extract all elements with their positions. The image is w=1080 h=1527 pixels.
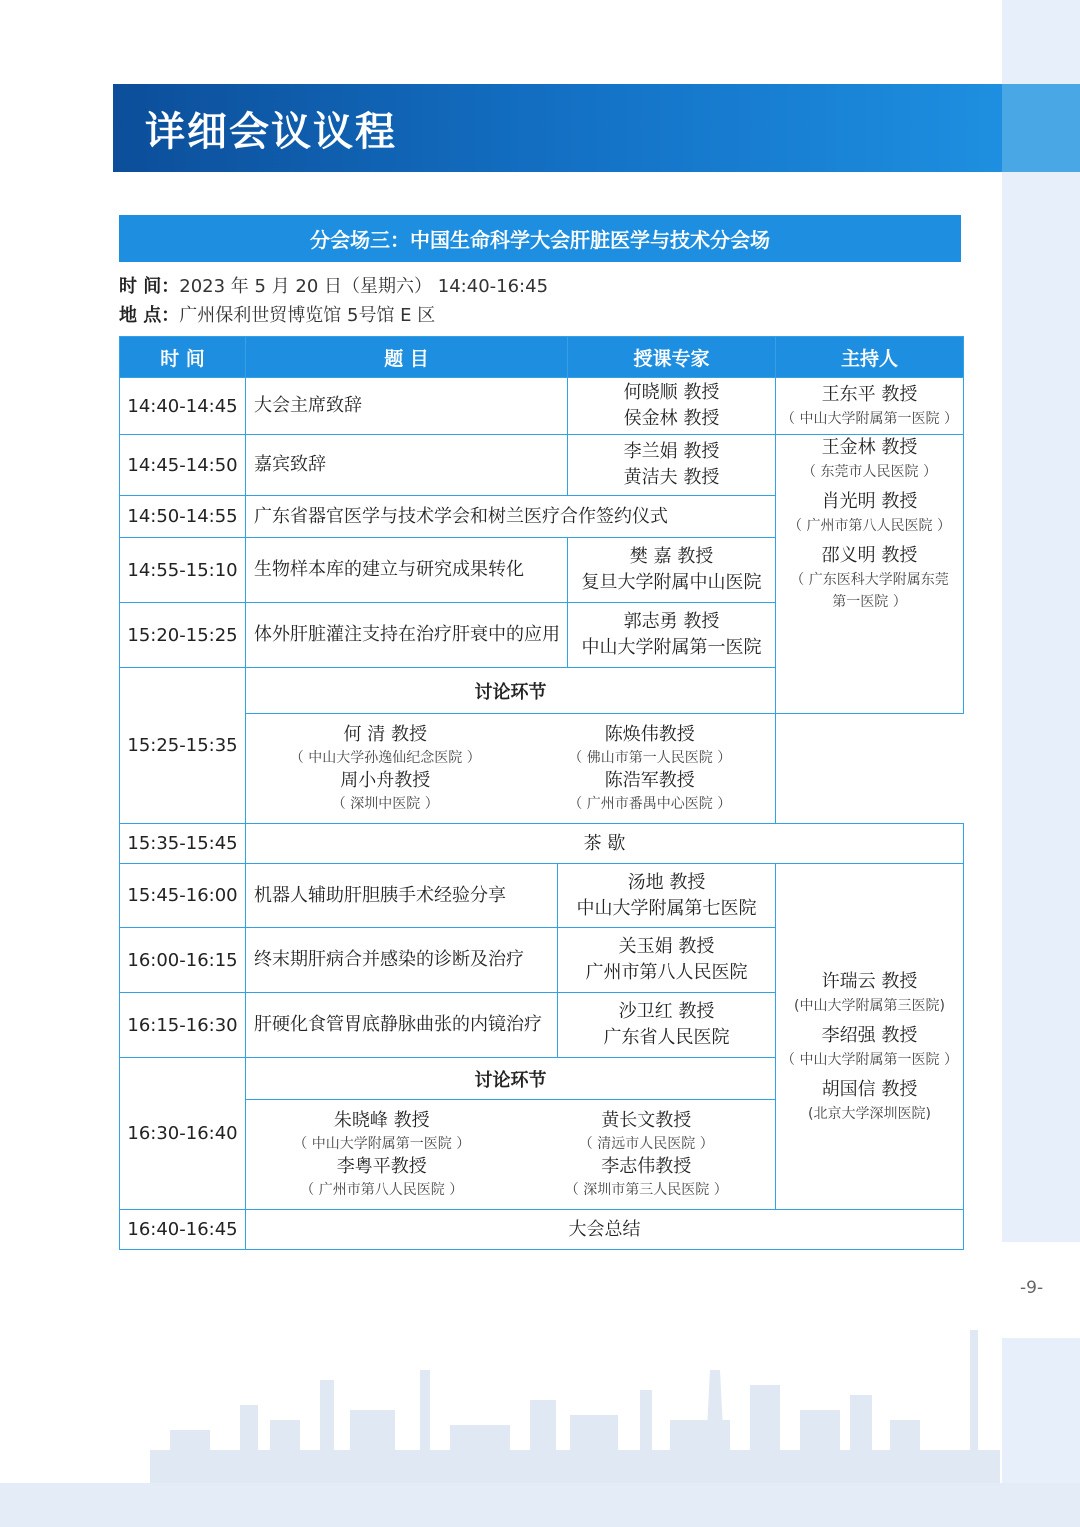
row-expert xyxy=(568,603,776,668)
expert-line: 沙卫红 教授 xyxy=(618,1001,715,1022)
place-info xyxy=(119,301,435,327)
discussion-panel-row xyxy=(120,714,964,824)
row-topic: 广东省器官医学与技术学会和树兰医疗合作签约仪式 xyxy=(246,496,776,538)
panelist-hospital: （ 中山大学孙逸仙纪念医院 ） xyxy=(289,749,481,766)
panelist-name: 李粤平教授 xyxy=(336,1155,427,1177)
panelist-hospital: （ 中山大学附属第一医院 ） xyxy=(293,1135,471,1152)
session-title: 分会场三：中国生命科学大会肝脏医学与技术分会场 xyxy=(310,228,770,252)
discussion-label: 讨论环节 xyxy=(246,1058,776,1100)
host-name: 王金林 教授 xyxy=(821,437,918,458)
panelist-hospital: （ 深圳中医院 ） xyxy=(331,795,439,812)
panelist-name: 周小舟教授 xyxy=(340,769,431,791)
place-label: 地 点： xyxy=(119,305,180,326)
row-topic: 体外肝脏灌注支持在治疗肝衰中的应用 xyxy=(246,603,568,668)
row-time: 14:40-14:45 xyxy=(120,378,246,435)
host-name: 肖光明 教授 xyxy=(821,491,918,512)
host-cell-group2 xyxy=(776,435,964,714)
host-name: 李绍强 教授 xyxy=(821,1024,918,1046)
row-time: 14:55-15:10 xyxy=(120,538,246,603)
host-hospital: (北京大学深圳医院) xyxy=(808,1105,931,1122)
panelist-hospital: （ 广州市第八人民医院 ） xyxy=(300,1181,464,1198)
host-hospital: （ 广州市第八人民医院 ） xyxy=(788,518,951,534)
page-banner xyxy=(113,84,1002,172)
panelist-hospital: （ 清远市人民医院 ） xyxy=(578,1135,714,1152)
panelist-hospital: （ 广州市番禺中心医院 ） xyxy=(568,795,732,812)
panelist-name: 何 清 教授 xyxy=(343,723,427,745)
header-topic: 题 目 xyxy=(246,337,568,378)
row-expert xyxy=(558,928,776,993)
row-time: 14:45-14:50 xyxy=(120,435,246,496)
panelist-name: 李志伟教授 xyxy=(601,1155,692,1177)
row-time: 16:15-16:30 xyxy=(120,993,246,1058)
expert-line: 复旦大学附属中山医院 xyxy=(581,572,762,593)
page-title: 详细会议议程 xyxy=(145,109,397,155)
page-number: -9- xyxy=(1020,1278,1044,1298)
expert-line: 侯金林 教授 xyxy=(623,408,720,429)
row-time: 15:25-15:35 xyxy=(120,668,246,824)
expert-line: 黄洁夫 教授 xyxy=(623,467,720,488)
row-topic: 终末期肝病合并感染的诊断及治疗 xyxy=(246,928,558,993)
header-time: 时 间 xyxy=(120,337,246,378)
panel-column xyxy=(565,1109,728,1201)
row-topic: 茶 歇 xyxy=(246,824,964,864)
side-accent-bar xyxy=(1002,84,1080,172)
session-title-bar xyxy=(119,215,961,262)
expert-line: 郭志勇 教授 xyxy=(623,611,720,632)
expert-line: 广东省人民医院 xyxy=(603,1027,730,1048)
expert-line: 中山大学附属第七医院 xyxy=(576,897,757,919)
header-host: 主持人 xyxy=(776,337,964,378)
panel-column xyxy=(290,723,481,815)
row-topic: 大会总结 xyxy=(246,1210,964,1250)
expert-line: 何晓顺 教授 xyxy=(623,382,720,403)
panelist-hospital: （ 深圳市第三人民医院 ） xyxy=(564,1181,728,1198)
table-row xyxy=(120,1210,964,1250)
time-value: 2023 年 5 月 20 日（星期六） 14:40-16:45 xyxy=(179,276,549,297)
table-row xyxy=(120,824,964,864)
panelist-name: 朱晓峰 教授 xyxy=(333,1109,430,1131)
table-row xyxy=(120,435,964,496)
bottom-band xyxy=(0,1483,1080,1527)
row-expert xyxy=(568,538,776,603)
host-name: 王东平 教授 xyxy=(821,384,918,405)
row-time: 16:30-16:40 xyxy=(120,1058,246,1210)
host-name: 邵义明 教授 xyxy=(821,545,918,566)
row-topic: 大会主席致辞 xyxy=(246,378,568,435)
host-name: 许瑞云 教授 xyxy=(821,970,918,992)
expert-line: 广州市第八人民医院 xyxy=(585,962,748,983)
panelist-name: 黄长文教授 xyxy=(601,1109,692,1131)
expert-line: 关玉娟 教授 xyxy=(618,936,715,957)
discussion-panel xyxy=(246,1100,776,1210)
expert-line: 中山大学附属第一医院 xyxy=(581,637,762,658)
panelist-name: 陈浩军教授 xyxy=(604,769,695,791)
row-time: 16:40-16:45 xyxy=(120,1210,246,1250)
row-topic: 嘉宾致辞 xyxy=(246,435,568,496)
table-row xyxy=(120,864,964,928)
host-hospital: （ 中山大学附属第一医院 ） xyxy=(781,1051,958,1068)
host-name: 胡国信 教授 xyxy=(821,1078,918,1100)
panelist-name: 陈焕伟教授 xyxy=(604,723,695,745)
discussion-label: 讨论环节 xyxy=(246,668,776,714)
row-time: 15:35-15:45 xyxy=(120,824,246,864)
header-expert: 授课专家 xyxy=(568,337,776,378)
expert-line: 李兰娟 教授 xyxy=(623,441,720,462)
city-skyline-illustration xyxy=(150,1310,1000,1485)
row-time: 16:00-16:15 xyxy=(120,928,246,993)
discussion-panel xyxy=(246,714,776,824)
panelist-hospital: （ 佛山市第一人民医院 ） xyxy=(568,749,732,766)
table-row xyxy=(120,378,964,435)
host-cell-group1 xyxy=(776,378,964,435)
expert-line: 汤地 教授 xyxy=(627,871,706,893)
table-header-row xyxy=(120,337,964,378)
row-topic: 机器人辅助肝胆胰手术经验分享 xyxy=(246,864,558,928)
expert-line: 樊 嘉 教授 xyxy=(629,546,714,567)
row-time: 14:50-14:55 xyxy=(120,496,246,538)
host-hospital: （ 东莞市人民医院 ） xyxy=(802,464,937,480)
row-expert xyxy=(558,993,776,1058)
row-topic: 肝硬化食管胃底静脉曲张的内镜治疗 xyxy=(246,993,558,1058)
row-expert xyxy=(568,435,776,496)
host-cell-group3 xyxy=(776,864,964,1210)
panel-column xyxy=(293,1109,470,1201)
row-expert xyxy=(558,864,776,928)
row-time: 15:20-15:25 xyxy=(120,603,246,668)
time-label: 时 间： xyxy=(119,276,180,297)
host-hospital: (中山大学附属第三医院) xyxy=(794,997,945,1014)
row-time: 15:45-16:00 xyxy=(120,864,246,928)
host-hospital: （ 中山大学附属第一医院 ） xyxy=(781,411,958,427)
panel-column xyxy=(568,723,731,815)
host-hospital: （ 广东医科大学附属东莞第一医院 ） xyxy=(790,572,949,610)
row-topic: 生物样本库的建立与研究成果转化 xyxy=(246,538,568,603)
agenda-table xyxy=(119,336,964,1250)
place-value: 广州保利世贸博览馆 5号馆 E 区 xyxy=(179,305,436,326)
time-info xyxy=(119,272,548,298)
row-expert xyxy=(568,378,776,435)
